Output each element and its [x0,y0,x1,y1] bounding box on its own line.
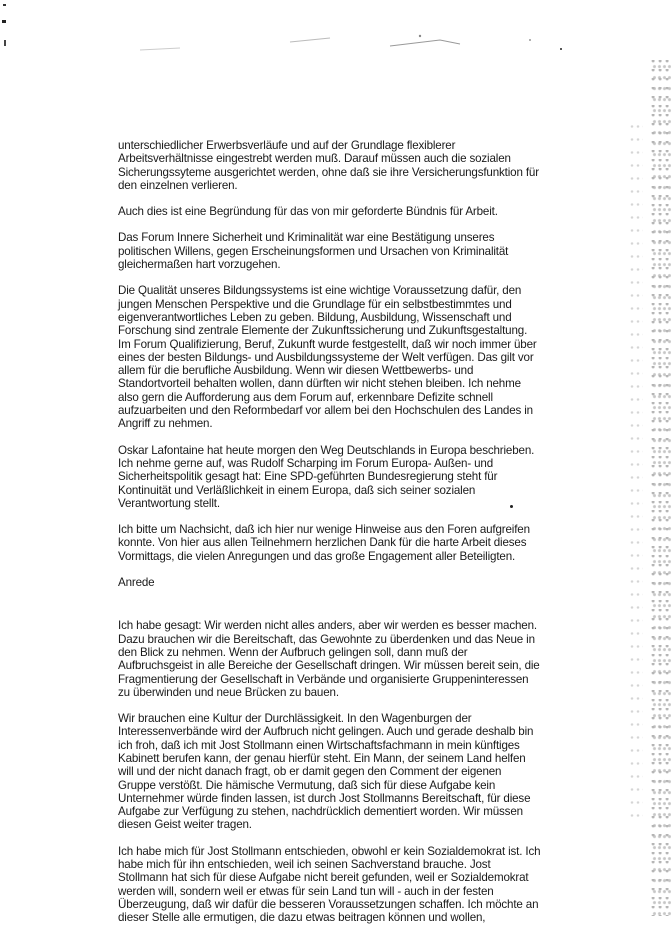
paragraph-buendnis: Auch dies ist eine Begründung für das von mir geforderte Bündnis für Arbeit. [118,205,498,219]
paragraph-erwerbsverlaeufe: unterschiedlicher Erwerbsverläufe und auf der Grundlage flexiblerer Arbeitsverhältnisse eingestrebt werden muß. Darauf müssen auch die sozialen Sicherungssyteme ausgerichtet werden, ohne daß sie ihre Versicherungsfunktion für den einzelnen verlieren. [118,139,539,192]
paragraph-bildungssystem: Die Qualität unseres Bildungssystems ist eine wichtige Voraussetzung dafür, den jungen Menschen Perspektive und die Grundlage für ein selbstbestimmtes und eigenverantwortliches Leben zu geben. Bildung, Ausbildung, Wissenschaft und Forschung sind zentrale Elemente der Zukunftssicherung und Zukunftsgestaltung. Im Forum Qualifizierung, Beruf, Zukunft wurde festgestellt, daß wir noch immer über eines der besten Bildungs- und Ausbildungssysteme der Welt verfügen. Das gilt vor allem für die berufliche Ausbildung. Wenn wir diesen Wettbewerbs- und Standortvorteil behalten wollen, dann dürften wir nicht stehen bleiben. Ich nehme also gern die Aufforderung aus dem Forum auf, erkennbare Defizite schnell aufzuarbeiten und den Reformbedarf vor allem bei den Hochschulen des Landes in Angriff zu nehmen. [118,284,537,431]
paragraph-besser-machen: Ich habe gesagt: Wir werden nicht alles anders, aber wir werden es besser machen. Dazu brauchen wir die Bereitschaft, das Gewohnte zu überdenken und das Neue in den Blick zu nehmen. Wenn der Aufbruch gelingen soll, dann muß der Aufbruchsgeist in alle Bereiche der Gesellschaft dringen. Wir müssen bereit sein, die Fragmentierung der Gesellschaft in Verbände und organisierte Gruppeninteressen zu überwinden und neue Brücken zu bauen. [118,619,540,699]
scan-edge-noise-inner [629,120,643,820]
paragraph-stollmann: Ich habe mich für Jost Stollmann entschieden, obwohl er kein Sozialdemokrat ist. Ich habe mich für ihn entschieden, weil ich seinen Sachverstand brauche. Jost Stollmann hat sich für diese Aufgabe nicht bereit gefunden, weil er Sozialdemokrat werden will, sondern weil er etwas für sein Land tun will - auch in der festen Überzeugung, daß wir dafür die besseren Voraussetzungen schaffen. Ich möchte an dieser Stelle alle ermutigen, die dazu etwas beitragen können und wollen, [118,844,541,925]
paragraph-nachsicht: Ich bitte um Nachsicht, daß ich hier nur wenige Hinweise aus den Foren aufgreifen konnte. Von hier aus allen Teilnehmern herzlichen Dank für die harte Arbeit dieses Vormittags, die vielen Anregungen und das große Engagement aller Beteiligten. [118,523,530,563]
scan-edge-noise [651,60,671,916]
paragraph-innere-sicherheit: Das Forum Innere Sicherheit und Kriminalität war eine Bestätigung unseres politischen Willens, gegen Erscheinungsformen und Ursachen von Kriminalität gleichermaßen hart vorzugehen. [118,231,509,272]
scan-speck [560,48,562,50]
scan-smudge-header [140,28,570,58]
document-body [118,139,546,938]
salutation-anrede: Anrede [118,576,155,590]
paragraph-europa: Oskar Lafontaine hat heute morgen den Weg Deutschlands in Europa beschrieben. Ich nehme gerne auf, was Rudolf Scharping im Forum Europa- Außen- und Sicherheitspolitik gesagt hat: Eine SPD-geführten Bundesregierung steht für Kontinuität und Verläßlichkeit in einem Europa, daß sich seiner sozialen Verantwortung stellt. [118,443,535,510]
scan-mark-left [0,0,22,60]
paragraph-durchlaessigkeit: Wir brauchen eine Kultur der Durchlässigkeit. In den Wagenburgen der Interessenverbände wird der Aufbruch nicht gelingen. Auch und gerade deshalb bin ich froh, daß ich mit Jost Stollmann einen Wirtschaftsfachmann in mein künftiges Kabinett berufen kann, der genau hierfür steht. Ein Mann, der seinem Land helfen will und der nicht danach fragt, ob er damit gegen den Comment der eigenen Gruppe verstößt. Die hämische Vermutung, daß sich für diese Aufgabe kein Unternehmer würde finden lassen, ist durch Jost Stollmanns Bereitschaft, für diese Aufgabe zur Verfügung zu stehen, nachdrücklich dementiert worden. Wir müssen diesen Geist weiter tragen. [118,712,534,832]
